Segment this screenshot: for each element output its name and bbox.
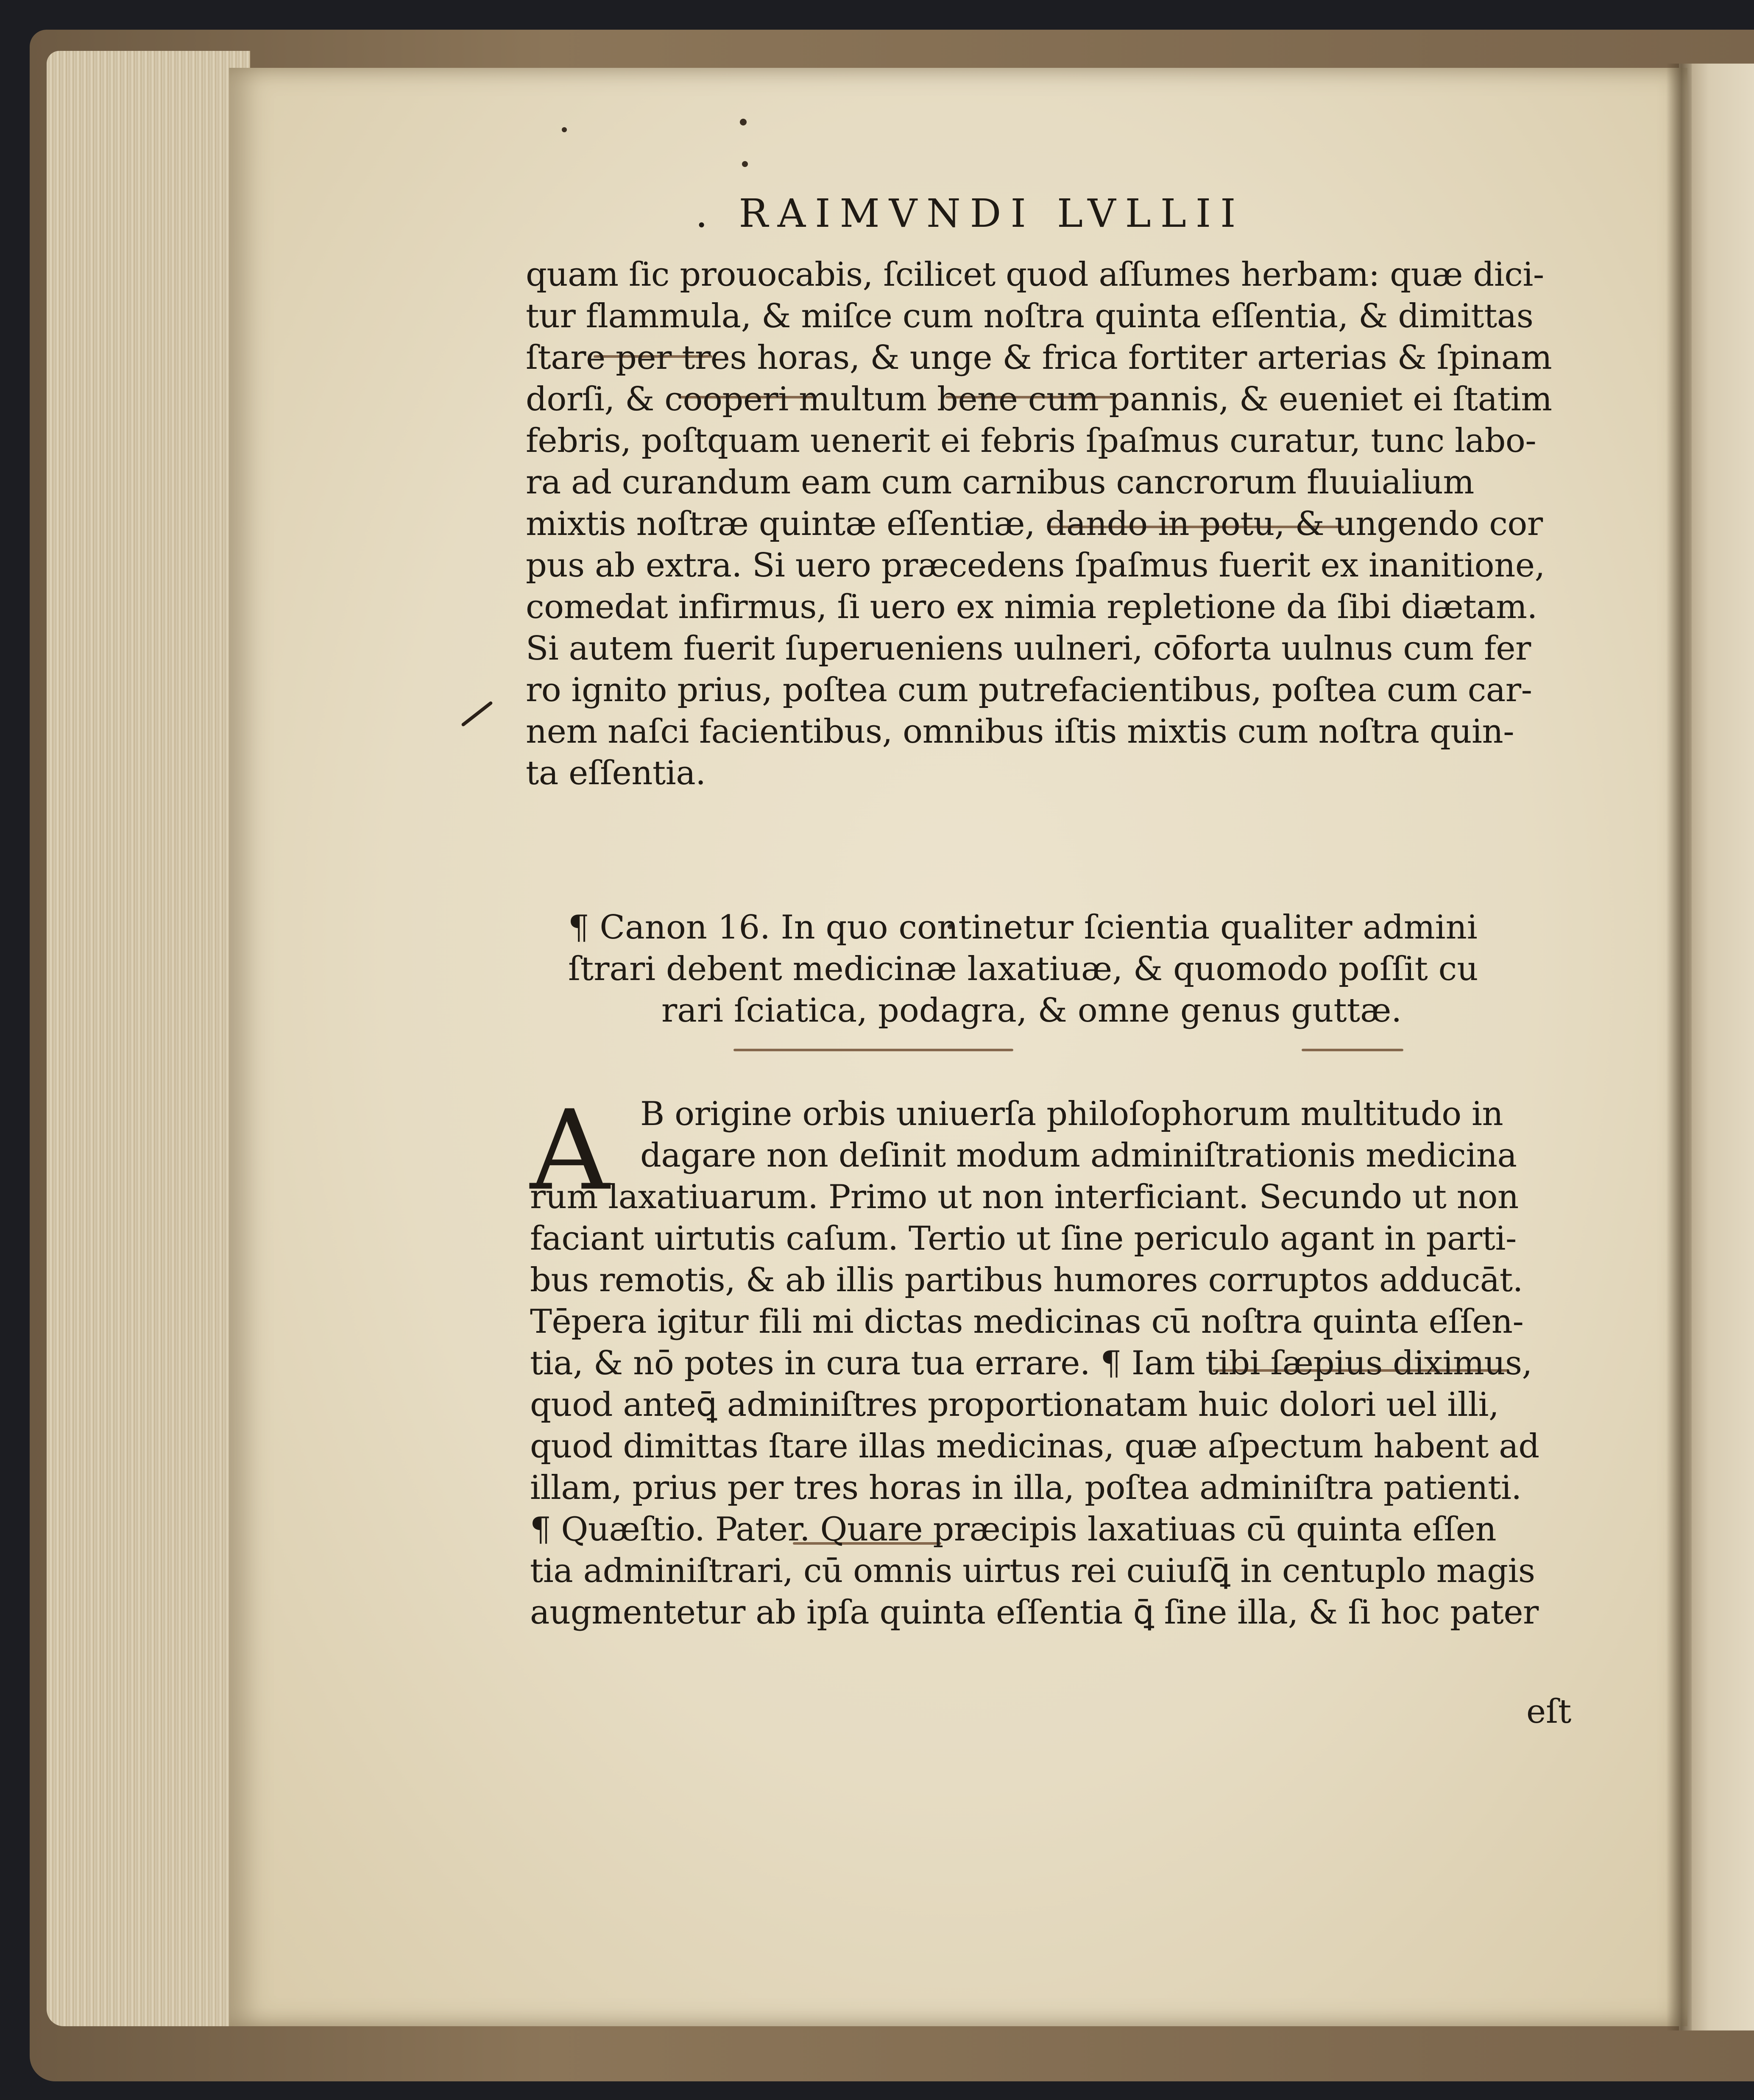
text-line: tia, & nō potes in cura tua errare. ¶ Iam tibi ſæpius diximus, — [530, 1344, 1532, 1382]
text-line: comedat infirmus, ſi uero ex nimia repletione da ſibi diætam. — [526, 588, 1537, 626]
text-line: ta eſſentia. — [526, 754, 706, 792]
text-line: ro ignito prius, poſtea cum putrefacientibus, poſtea cum car- — [526, 671, 1532, 709]
text-line: quod dimittas ſtare illas medicinas, quæ aſpectum habent ad — [530, 1427, 1539, 1465]
reader-underline — [733, 1049, 1013, 1051]
decorated-initial: A — [530, 1087, 610, 1215]
text-line: augmentetur ab ipſa quinta eſſentia ꝗ̄ ſine illa, & ſi hoc pater — [530, 1593, 1539, 1632]
canon-heading-line: ¶ Canon 16. In quo continetur ſcientia qualiter admini — [568, 908, 1478, 947]
text-line: mixtis noſtræ quintæ eſſentiæ, dando in potu, & ungendo cor — [526, 505, 1543, 543]
text-line: Si autem fuerit ſuperueniens uulneri, cōforta uulnus cum fer — [526, 629, 1531, 668]
text-line: ſtare per tres horas, & unge & frica fortiter arterias & ſpinam — [526, 339, 1552, 377]
reader-underline — [1302, 1049, 1403, 1051]
text-line: quod anteꝗ̄ adminiſtres proportionatam huic dolori uel illi, — [530, 1386, 1499, 1424]
text-line: rum laxatiuarum. Primo ut non interficiant. Secundo ut non — [530, 1178, 1519, 1216]
text-line: febris, poſtquam uenerit ei febris ſpaſmus curatur, tunc labo- — [526, 422, 1536, 460]
text-line: ra ad curandum eam cum carnibus cancrorum fluuialium — [526, 463, 1474, 501]
text-line: Tēpera igitur fili mi dictas medicinas cū noſtra quinta eſſen- — [530, 1303, 1524, 1341]
page-edges — [47, 51, 250, 2026]
canon-heading-line: rari ſciatica, podagra, & omne genus guttæ. — [661, 992, 1402, 1030]
text-line: pus ab extra. Si uero præcedens ſpaſmus fuerit ex inanitione, — [526, 546, 1545, 585]
gutter-fold — [1666, 64, 1692, 2030]
text-line: tia adminiſtrari, cū omnis uirtus rei cuiuſꝗ̄ in centuplo magis — [530, 1552, 1535, 1590]
running-head: . RAIMVNDI LVLLII — [695, 191, 1245, 236]
text-line: tur flammula, & miſce cum noſtra quinta eſſentia, & dimittas — [526, 297, 1534, 335]
canon-heading-line: ſtrari debent medicinæ laxatiuæ, & quomodo poſſit cu — [568, 950, 1478, 988]
text-line: illam, prius per tres horas in illa, poſtea adminiſtra patienti. — [530, 1469, 1522, 1507]
text-line: B origine orbis uniuerſa philoſophorum multitudo in — [640, 1095, 1503, 1133]
ink-spot — [740, 119, 747, 125]
catchword: eſt — [1526, 1693, 1572, 1731]
ink-spot — [562, 127, 567, 132]
text-line: quam ſic prouocabis, ſcilicet quod aſſumes herbam: quæ dici- — [526, 256, 1544, 294]
ink-spot — [742, 161, 748, 167]
text-line: nem naſci facientibus, omnibus iſtis mixtis cum noſtra quin- — [526, 713, 1514, 751]
text-line: dorſi, & cooperi multum bene cum pannis, & eueniet ei ſtatim — [526, 380, 1552, 418]
text-line: bus remotis, & ab illis partibus humores corruptos adducāt. — [530, 1261, 1523, 1299]
text-line: dagare non deſinit modum adminiſtrationis medicina — [640, 1136, 1517, 1175]
text-line: ¶ Quæſtio. Pater. Quare præcipis laxatiuas cū quinta eſſen — [530, 1510, 1497, 1549]
text-line: faciant uirtutis caſum. Tertio ut ſine periculo agant in parti- — [530, 1220, 1517, 1258]
